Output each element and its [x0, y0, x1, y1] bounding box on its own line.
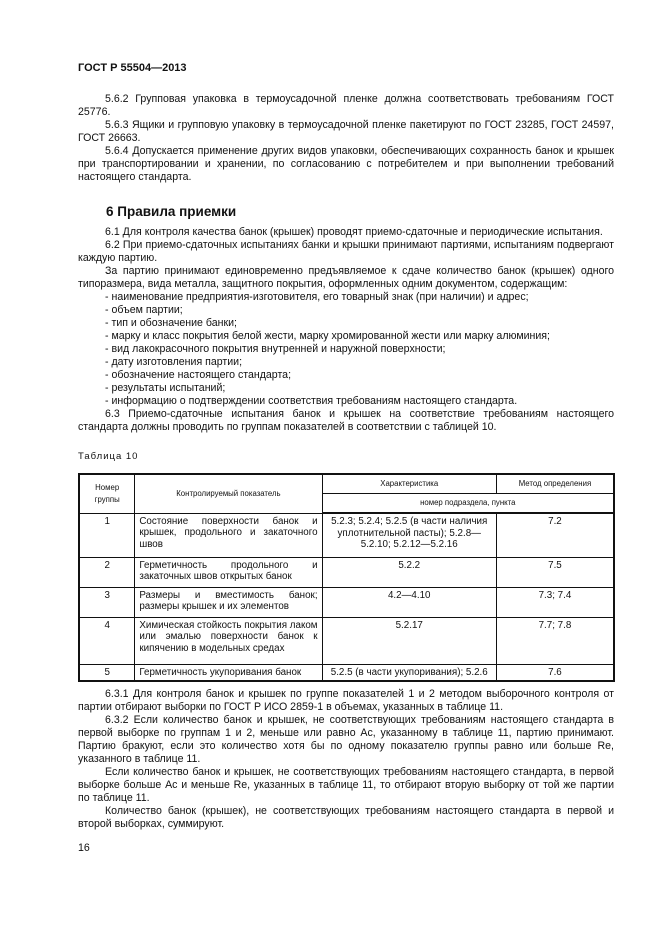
cell-parameter: Герметичность продольного и закаточных швов открытых банок [135, 557, 322, 587]
table-caption: Таблица 10 [78, 451, 139, 462]
table-row [79, 587, 614, 617]
table-row [79, 557, 614, 587]
document-header: ГОСТ Р 55504—2013 [78, 62, 187, 74]
list-item: - обозначение настоящего стандарта; [105, 369, 292, 381]
header-subsection: номер подраздела, пункта [322, 494, 614, 514]
table-row [79, 513, 614, 557]
paragraph: За партию принимают единовременно предъявляемое к сдаче количество банок (крышек) одного типоразмера, вида металла, защитного покрытия, оформленных одним документом, содержащим: [78, 265, 614, 290]
paragraph: 6.2 При приемо-сдаточных испытаниях банки и крышки принимают партиями, испытаниям подвергают каждую партию. [78, 239, 614, 264]
list-item: - результаты испытаний; [105, 382, 226, 394]
list-item: - вид лакокрасочного покрытия внутренней и наружной поверхности; [105, 343, 446, 355]
table-row [79, 664, 614, 681]
cell-parameter: Герметичность укупоривания банок [135, 664, 322, 681]
section-5-paragraphs [78, 93, 614, 184]
cell-parameter: Размеры и вместимость банок; размеры крышек и их элементов [135, 587, 322, 617]
cell-group: 2 [79, 557, 135, 587]
section-6-body [78, 226, 614, 434]
cell-characteristic: 4.2—4.10 [322, 587, 496, 617]
cell-method: 7.2 [496, 513, 614, 557]
cell-characteristic: 5.2.2 [322, 557, 496, 587]
list-item: - тип и обозначение банки; [105, 317, 237, 329]
table-row [79, 617, 614, 664]
header-method: Метод определения [496, 474, 614, 494]
header-parameter: Контролируемый показатель [135, 474, 322, 513]
cell-group: 4 [79, 617, 135, 664]
paragraph: 5.6.3 Ящики и групповую упаковку в термоусадочной пленке пакетируют по ГОСТ 23285, ГОСТ 24597, ГОСТ 26663. [78, 119, 614, 144]
cell-method: 7.6 [496, 664, 614, 681]
list-item: - дату изготовления партии; [105, 356, 243, 368]
page-number: 16 [78, 842, 90, 854]
cell-characteristic: 5.2.3; 5.2.4; 5.2.5 (в части наличия уплотнительной пасты); 5.2.8—5.2.10; 5.2.12—5.2.16 [322, 513, 496, 557]
cell-group: 1 [79, 513, 135, 557]
table-10 [78, 473, 615, 682]
cell-characteristic: 5.2.17 [322, 617, 496, 664]
post-table-body [78, 688, 614, 831]
header-group-number: Номер группы [79, 474, 135, 513]
paragraph: 6.3.1 Для контроля банок и крышек по группе показателей 1 и 2 методом выборочного контроля от партии отбирают выборки по ГОСТ Р ИСО 2859-1 в объемах, указанных в таблице 11. [78, 688, 614, 713]
list-item: - марку и класс покрытия белой жести, марку хромированной жести или марку алюминия; [105, 330, 550, 342]
cell-method: 7.7; 7.8 [496, 617, 614, 664]
paragraph: 6.1 Для контроля качества банок (крышек) проводят приемо-сдаточные и периодические испытания. [105, 226, 603, 238]
paragraph: 6.3.2 Если количество банок и крышек, не соответствующих требованиям настоящего стандарта в первой выборке по группам 1 и 2, меньше или равно Ас, указанному в таблице 11, партию принимают. Партию бракуют, если это количество хотя бы по одному показателю группы равно или больше Re, указанного в таблице 11. [78, 714, 614, 765]
cell-parameter: Химическая стойкость покрытия лаком или эмалью поверхности банок к кипячению в модельных средах [135, 617, 322, 664]
header-characteristic: Характеристика [322, 474, 496, 494]
section-heading: 6 Правила приемки [106, 204, 237, 219]
list-item: - информацию о подтверждении соответствия требованиям настоящего стандарта. [105, 395, 518, 407]
paragraph: Если количество банок и крышек, не соответствующих требованиям настоящего стандарта, в первой выборке больше Ас и меньше Re, указанных в таблице 11, то отбирают вторую выборку от той же партии по таблице 11. [78, 766, 614, 804]
paragraph: 5.6.4 Допускается применение других видов упаковки, обеспечивающих сохранность банок и крышек при транспортировании и хранении, по согласованию с потребителем и при выполнении требований настоящего стандарта. [78, 145, 614, 183]
paragraph: 6.3 Приемо-сдаточные испытания банок и крышек на соответствие требованиям настоящего стандарта должны проводить по группам показателей в соответствии с таблицей 10. [78, 408, 614, 433]
paragraph: Количество банок (крышек), не соответствующих требованиям настоящего стандарта в первой и второй выборках, суммируют. [78, 805, 614, 830]
cell-characteristic: 5.2.5 (в части укупоривания); 5.2.6 [322, 664, 496, 681]
cell-parameter: Состояние поверхности банок и крышек, продольного и закаточного швов [135, 513, 322, 557]
list-item: - объем партии; [105, 304, 183, 316]
paragraph: 5.6.2 Групповая упаковка в термоусадочной пленке должна соответствовать требованиям ГОСТ 25776. [78, 93, 614, 118]
cell-group: 5 [79, 664, 135, 681]
list-item: - наименование предприятия-изготовителя, его товарный знак (при наличии) и адрес; [105, 291, 529, 303]
cell-method: 7.3; 7.4 [496, 587, 614, 617]
cell-method: 7.5 [496, 557, 614, 587]
cell-group: 3 [79, 587, 135, 617]
